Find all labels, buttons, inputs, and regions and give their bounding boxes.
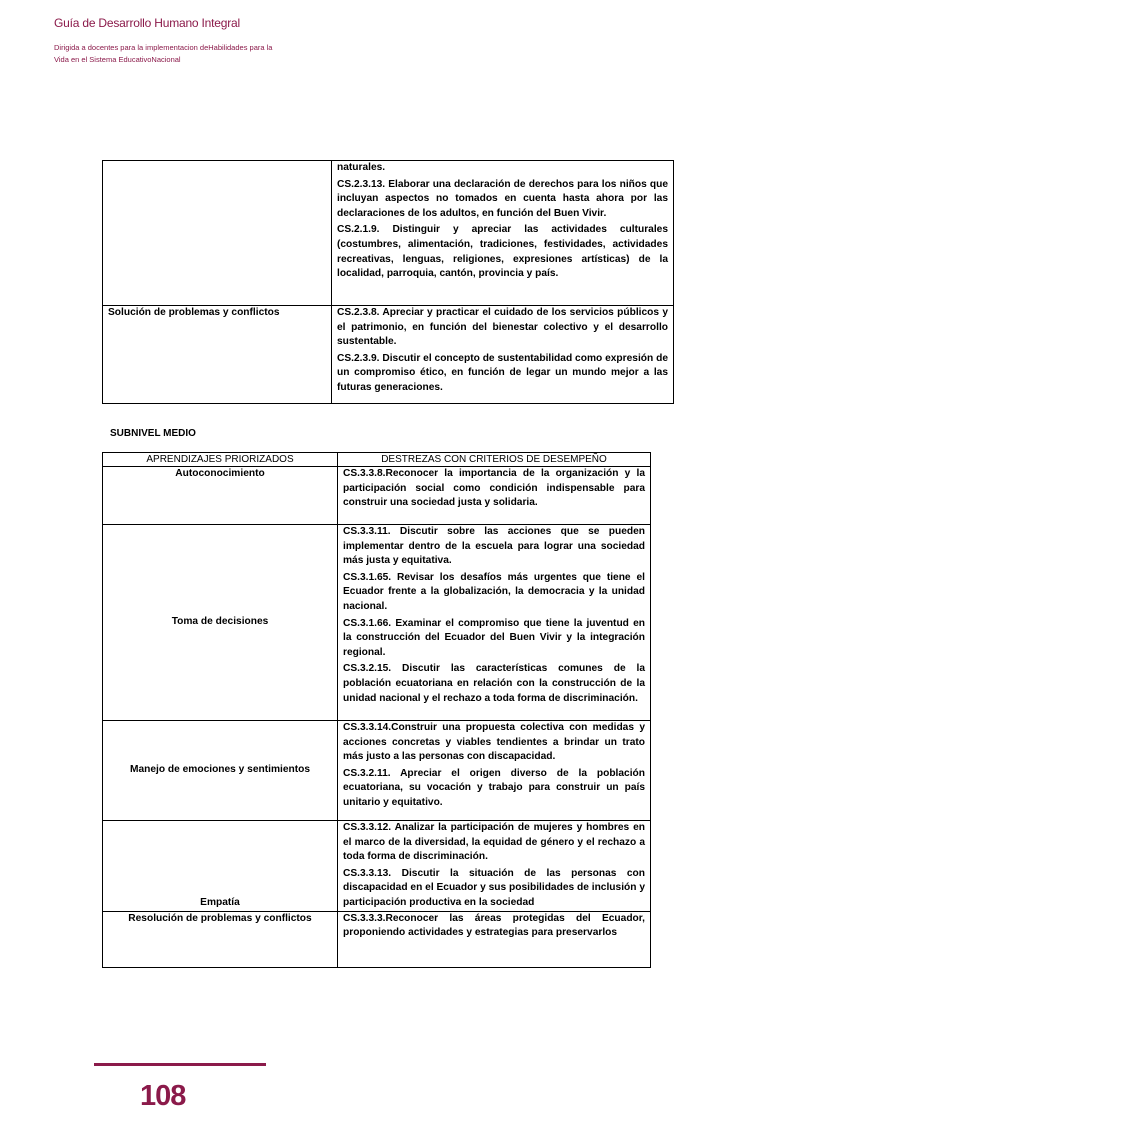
table-sublevel-medio [102,452,651,968]
skill-item: CS.3.2.15. Discutir las características comunes de la población ecuatoriana en relación con la construcción de la unidad nacional y el rechazo a toda forma de discriminación. [343,663,645,704]
table-header-row [103,453,651,467]
skill-item: CS.3.3.3.Reconocer las áreas protegidas del Ecuador, proponiendo actividades y estrategias para preservarlos [343,912,645,939]
skill-item: CS.2.1.9. Distinguir y apreciar las actividades culturales (costumbres, alimentación, tradiciones, festividades, actividades recreativas, lenguas, religiones, expresiones artísticas) de la localidad, parroquia, cantón, provincia y país. [337,224,668,280]
skill-item: CS.3.3.13. Discutir la situación de las personas con discapacidad en el Ecuador y sus posibilidades de inclusión y participación productiva en la sociedad [343,867,645,908]
section-heading: SUBNIVEL MEDIO [110,428,196,439]
table-cell-right [338,467,651,525]
table-cell-right [338,821,651,912]
skill-item: CS.2.3.13. Elaborar una declaración de derechos para los niños que incluyan aspectos no tomados en cuenta hasta ahora por las declaraciones de los adultos, en función del Buen Vivir. [337,178,668,219]
column-header: DESTREZAS CON CRITERIOS DE DESEMPEÑO [338,453,651,467]
skill-item: CS.3.3.14.Construir una propuesta colectiva con medidas y acciones concretas y viables tendientes a brindar un trato más justo a las personas con discapacidad. [343,722,645,763]
table-row [103,467,651,525]
table-sublevel-elemental [102,160,674,404]
table-row [103,821,651,912]
header-subtitle-line-1: Dirigida a docentes para la implementacion deHabilidades para la [54,43,273,52]
table-cell-left: Manejo de emociones y sentimientos [103,721,338,821]
table-cell-left: Autoconocimiento [103,467,338,525]
table-row [103,721,651,821]
skill-item: CS.3.3.8.Reconocer la importancia de la organización y la participación social como condición indispensable para construir una sociedad justa y solidaria. [343,468,645,509]
footer-divider [94,1063,266,1066]
table-cell-left: Resolución de problemas y conflictos [103,911,338,967]
table-cell-right [338,911,651,967]
table-cell-left [103,161,332,306]
table-cell-right [332,161,674,306]
column-header: APRENDIZAJES PRIORIZADOS [103,453,338,467]
table-cell-left: Toma de decisiones [103,525,338,721]
skill-item: CS.3.2.11. Apreciar el origen diverso de la población ecuatoriana, su vocación y trabajo para construir un país unitario y equitativo. [343,767,645,808]
header-subtitle [54,42,272,66]
table-row [103,525,651,721]
table-cell-right [338,525,651,721]
skill-item: naturales. [337,162,386,173]
table-row [103,911,651,967]
header-subtitle-line-2: Vida en el Sistema EducativoNacional [54,55,181,64]
table-cell-left: Empatía [103,821,338,912]
table-row [103,161,674,306]
table-row [103,306,674,404]
skill-item: CS.3.3.12. Analizar la participación de mujeres y hombres en el marco de la diversidad, la equidad de género y el rechazo a toda forma de discriminación. [343,822,645,863]
skill-item: CS.3.1.66. Examinar el compromiso que tiene la juventud en la construcción del Ecuador del Buen Vivir y la integración regional. [343,617,645,658]
table-cell-right [338,721,651,821]
skill-item: CS.2.3.9. Discutir el concepto de sustentabilidad como expresión de un compromiso ético, en función de legar un mundo mejor a las futuras generaciones. [337,352,668,393]
skill-item: CS.2.3.8. Apreciar y practicar el cuidado de los servicios públicos y el patrimonio, en función del bienestar colectivo y el desarrollo sustentable. [337,307,668,348]
table-cell-left: Solución de problemas y conflictos [103,306,332,404]
skill-item: CS.3.3.11. Discutir sobre las acciones que se pueden implementar dentro de la escuela para lograr una sociedad más justa y equitativa. [343,526,645,567]
page-number: 108 [140,1080,186,1112]
table-cell-right [332,306,674,404]
skill-item: CS.3.1.65. Revisar los desafíos más urgentes que tiene el Ecuador frente a la globalización, la democracia y la unidad nacional. [343,571,645,612]
header-title: Guía de Desarrollo Humano Integral [54,16,240,30]
